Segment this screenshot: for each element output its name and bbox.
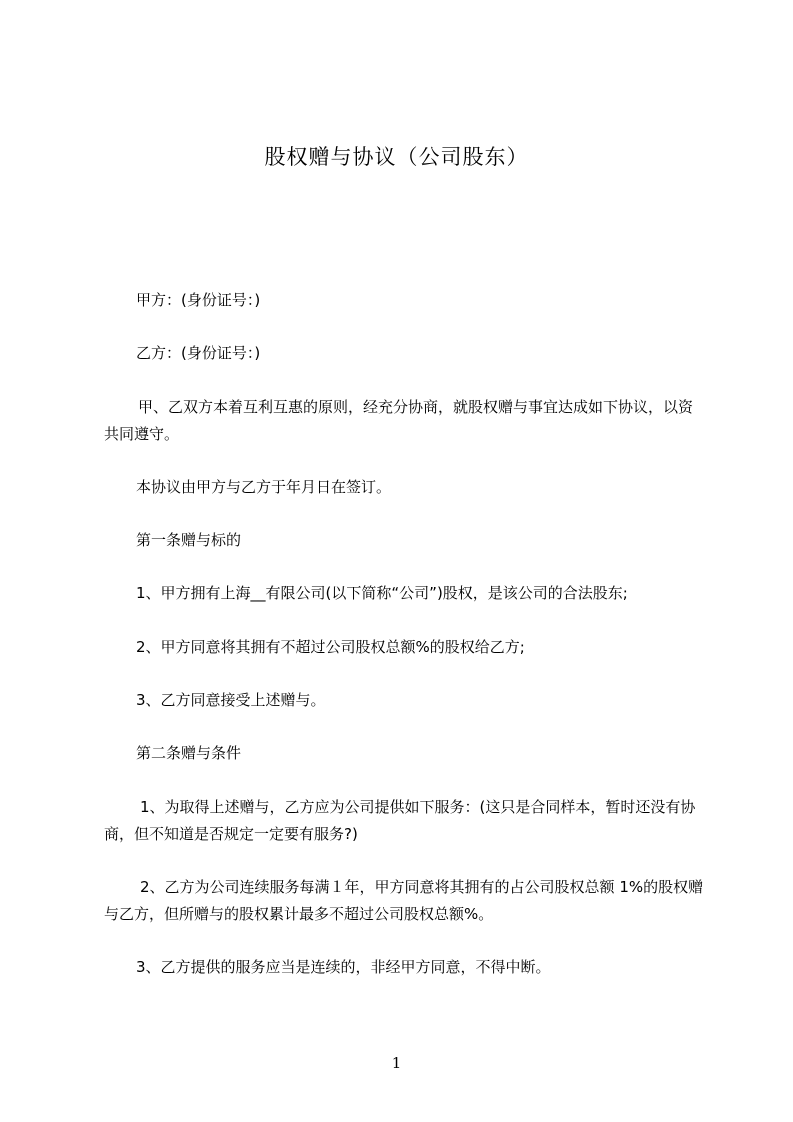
signing-paragraph: 本协议由甲方与乙方于年月日在签订。: [136, 478, 392, 496]
article-2-item-2: 2、乙方为公司连续服务每满１年，甲方同意将其拥有的占公司股权总额 1%的股权赠与乙方，但所赠与的股权累计最多不超过公司股权总额%。: [104, 878, 704, 923]
article-2-heading: 第二条赠与条件: [136, 744, 242, 762]
preamble-paragraph: 甲、乙双方本着互利互惠的原则，经充分协商，就股权赠与事宜达成如下协议，以资共同遵守。: [104, 398, 694, 443]
article-2-item-3: 3、乙方提供的服务应当是连续的，非经甲方同意，不得中断。: [136, 958, 551, 976]
article-1-heading: 第一条赠与标的: [136, 531, 242, 549]
article-2-item-1: 1、为取得上述赠与，乙方应为公司提供如下服务：(这只是合同样本，暂时还没有协商，但不知道是否规定一定要有服务?): [104, 798, 696, 843]
article-1-item-2: 2、甲方同意将其拥有不超过公司股权总额%的股权给乙方;: [136, 638, 525, 656]
page-number: 1: [391, 1054, 402, 1072]
party-a-line: 甲方：(身份证号：): [136, 291, 261, 309]
article-1-item-1: 1、甲方拥有上海__有限公司(以下简称“公司”)股权，是该公司的合法股东;: [136, 584, 628, 602]
article-1-item-3: 3、乙方同意接受上述赠与。: [136, 691, 326, 709]
party-b-line: 乙方：(身份证号：): [136, 344, 261, 362]
document-title: 股权赠与协议（公司股东）: [264, 145, 529, 169]
